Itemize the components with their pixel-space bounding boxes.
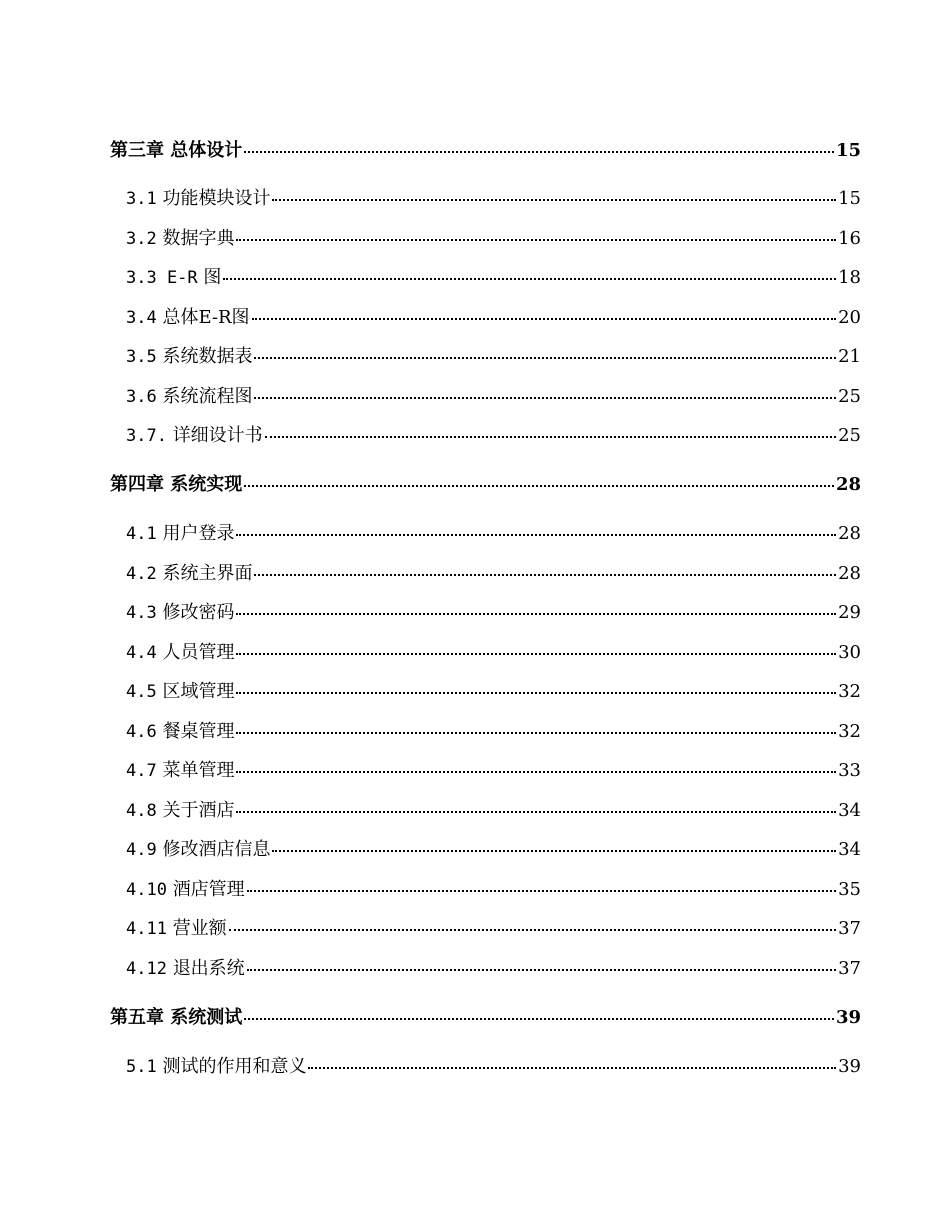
toc-chapter-title: 第三章 总体设计 xyxy=(110,140,243,161)
toc-page-number: 16 xyxy=(838,228,861,249)
toc-page-number: 28 xyxy=(838,563,861,584)
toc-section-title: 关于酒店 xyxy=(162,800,235,821)
toc-section-number: 5.1 xyxy=(126,1057,157,1077)
dot-leader xyxy=(247,889,836,892)
toc-page-number: 20 xyxy=(838,307,861,328)
toc-section[interactable] xyxy=(126,421,861,447)
toc-page-number: 39 xyxy=(835,1007,861,1028)
toc-section[interactable] xyxy=(126,263,861,289)
toc-section[interactable] xyxy=(126,224,861,250)
toc-section-title: 系统流程图 xyxy=(162,386,253,407)
toc-section[interactable] xyxy=(126,559,861,585)
toc-page-number: 21 xyxy=(838,346,861,367)
dot-leader xyxy=(236,652,836,655)
toc-section[interactable] xyxy=(126,382,861,408)
toc-section-number: 4.12 xyxy=(126,959,167,979)
toc-section-number: 3.5 xyxy=(126,347,157,367)
toc-section-number: 4.5 xyxy=(126,682,157,702)
toc-section[interactable] xyxy=(126,835,861,861)
toc-section[interactable] xyxy=(126,598,861,624)
toc-section-number: 3.6 xyxy=(126,387,157,407)
dot-leader xyxy=(236,731,836,734)
toc-section-number: 3.2 xyxy=(126,229,157,249)
toc-page-number: 15 xyxy=(838,188,861,209)
toc-page-number: 35 xyxy=(838,879,861,900)
toc-page-number: 29 xyxy=(838,602,861,623)
dot-leader xyxy=(236,612,836,615)
dot-leader xyxy=(252,317,837,320)
toc-section-title: 数据字典 xyxy=(162,228,235,249)
dot-leader xyxy=(254,356,836,359)
toc-section-title: 菜单管理 xyxy=(162,760,235,781)
dot-leader xyxy=(236,533,836,536)
toc-section-number: 4.10 xyxy=(126,880,167,900)
toc-section-title: 图 xyxy=(203,267,222,288)
toc-section-number: 3.1 xyxy=(126,189,157,209)
toc-section-number: 4.8 xyxy=(126,801,157,821)
toc-section-title: 功能模块设计 xyxy=(162,188,271,209)
toc-chapter[interactable] xyxy=(110,136,861,162)
dot-leader xyxy=(236,770,836,773)
dot-leader xyxy=(244,1017,834,1020)
toc-section-number: 3.3 E-R xyxy=(126,268,198,288)
toc-section-title: 修改密码 xyxy=(162,602,235,623)
dot-leader xyxy=(236,238,836,241)
toc-section-title: 系统主界面 xyxy=(162,563,253,584)
toc-section-title: 系统数据表 xyxy=(162,346,253,367)
dot-leader xyxy=(236,691,836,694)
toc-section-title: 人员管理 xyxy=(162,642,235,663)
toc-section-title: 测试的作用和意义 xyxy=(162,1056,307,1077)
toc-page-number: 28 xyxy=(835,474,861,495)
toc-page-number: 18 xyxy=(838,267,861,288)
toc-section[interactable] xyxy=(126,1052,861,1078)
toc-chapter-title: 第四章 系统实现 xyxy=(110,474,243,495)
toc-chapter-title: 第五章 系统测试 xyxy=(110,1007,243,1028)
toc-page-number: 25 xyxy=(838,386,861,407)
dot-leader xyxy=(229,928,836,931)
dot-leader xyxy=(247,968,836,971)
toc-page-number: 34 xyxy=(838,839,861,860)
toc-section-number: 4.2 xyxy=(126,564,157,584)
toc-section-number: 4.4 xyxy=(126,643,157,663)
toc-section-title: 营业额 xyxy=(172,918,227,939)
toc-section-number: 4.11 xyxy=(126,919,167,939)
toc-page-number: 32 xyxy=(838,721,861,742)
toc-page-number: 37 xyxy=(838,958,861,979)
toc-section-title: 修改酒店信息 xyxy=(162,839,271,860)
toc-section[interactable] xyxy=(126,796,861,822)
toc-section-number: 4.6 xyxy=(126,722,157,742)
toc-page-number: 33 xyxy=(838,760,861,781)
toc-section[interactable] xyxy=(126,914,861,940)
toc-section-number: 4.9 xyxy=(126,840,157,860)
toc-section-title: 餐桌管理 xyxy=(162,721,235,742)
dot-leader xyxy=(223,277,836,280)
toc-section[interactable] xyxy=(126,519,861,545)
toc-section-number: 4.1 xyxy=(126,524,157,544)
toc-section-number: 3.4 xyxy=(126,308,157,328)
toc-section[interactable] xyxy=(126,184,861,210)
toc-section-title: 总体E-R图 xyxy=(162,307,250,328)
toc-section[interactable] xyxy=(126,954,861,980)
toc-section-number: 4.7 xyxy=(126,761,157,781)
toc-section-number: 3.7. xyxy=(126,426,167,446)
dot-leader xyxy=(272,849,836,852)
toc-page-number: 30 xyxy=(838,642,861,663)
dot-leader xyxy=(244,484,834,487)
toc-section-title: 区域管理 xyxy=(162,681,235,702)
dot-leader xyxy=(254,396,836,399)
toc-section[interactable] xyxy=(126,756,861,782)
toc-section-number: 4.3 xyxy=(126,603,157,623)
dot-leader xyxy=(265,435,836,438)
dot-leader xyxy=(254,573,836,576)
dot-leader xyxy=(244,150,834,153)
toc-page-number: 25 xyxy=(838,425,861,446)
toc-section[interactable] xyxy=(126,677,861,703)
toc-section-title: 酒店管理 xyxy=(172,879,245,900)
toc-page-number: 37 xyxy=(838,918,861,939)
dot-leader xyxy=(308,1066,836,1069)
toc-section[interactable] xyxy=(126,303,861,329)
toc-section-title: 退出系统 xyxy=(172,958,245,979)
dot-leader xyxy=(236,810,836,813)
toc-section[interactable] xyxy=(126,875,861,901)
toc-section[interactable] xyxy=(126,342,861,368)
toc-page-number: 28 xyxy=(838,523,861,544)
toc-section-title: 详细设计书 xyxy=(172,425,263,446)
toc-page-number: 34 xyxy=(838,800,861,821)
dot-leader xyxy=(272,198,836,201)
toc-page-number: 15 xyxy=(835,140,861,161)
toc-chapter[interactable] xyxy=(110,470,861,496)
toc-chapter[interactable] xyxy=(110,1003,861,1029)
toc-section[interactable] xyxy=(126,717,861,743)
toc-section[interactable] xyxy=(126,638,861,664)
toc-section-title: 用户登录 xyxy=(162,523,235,544)
toc-page-number: 32 xyxy=(838,681,861,702)
toc-page-number: 39 xyxy=(838,1056,861,1077)
